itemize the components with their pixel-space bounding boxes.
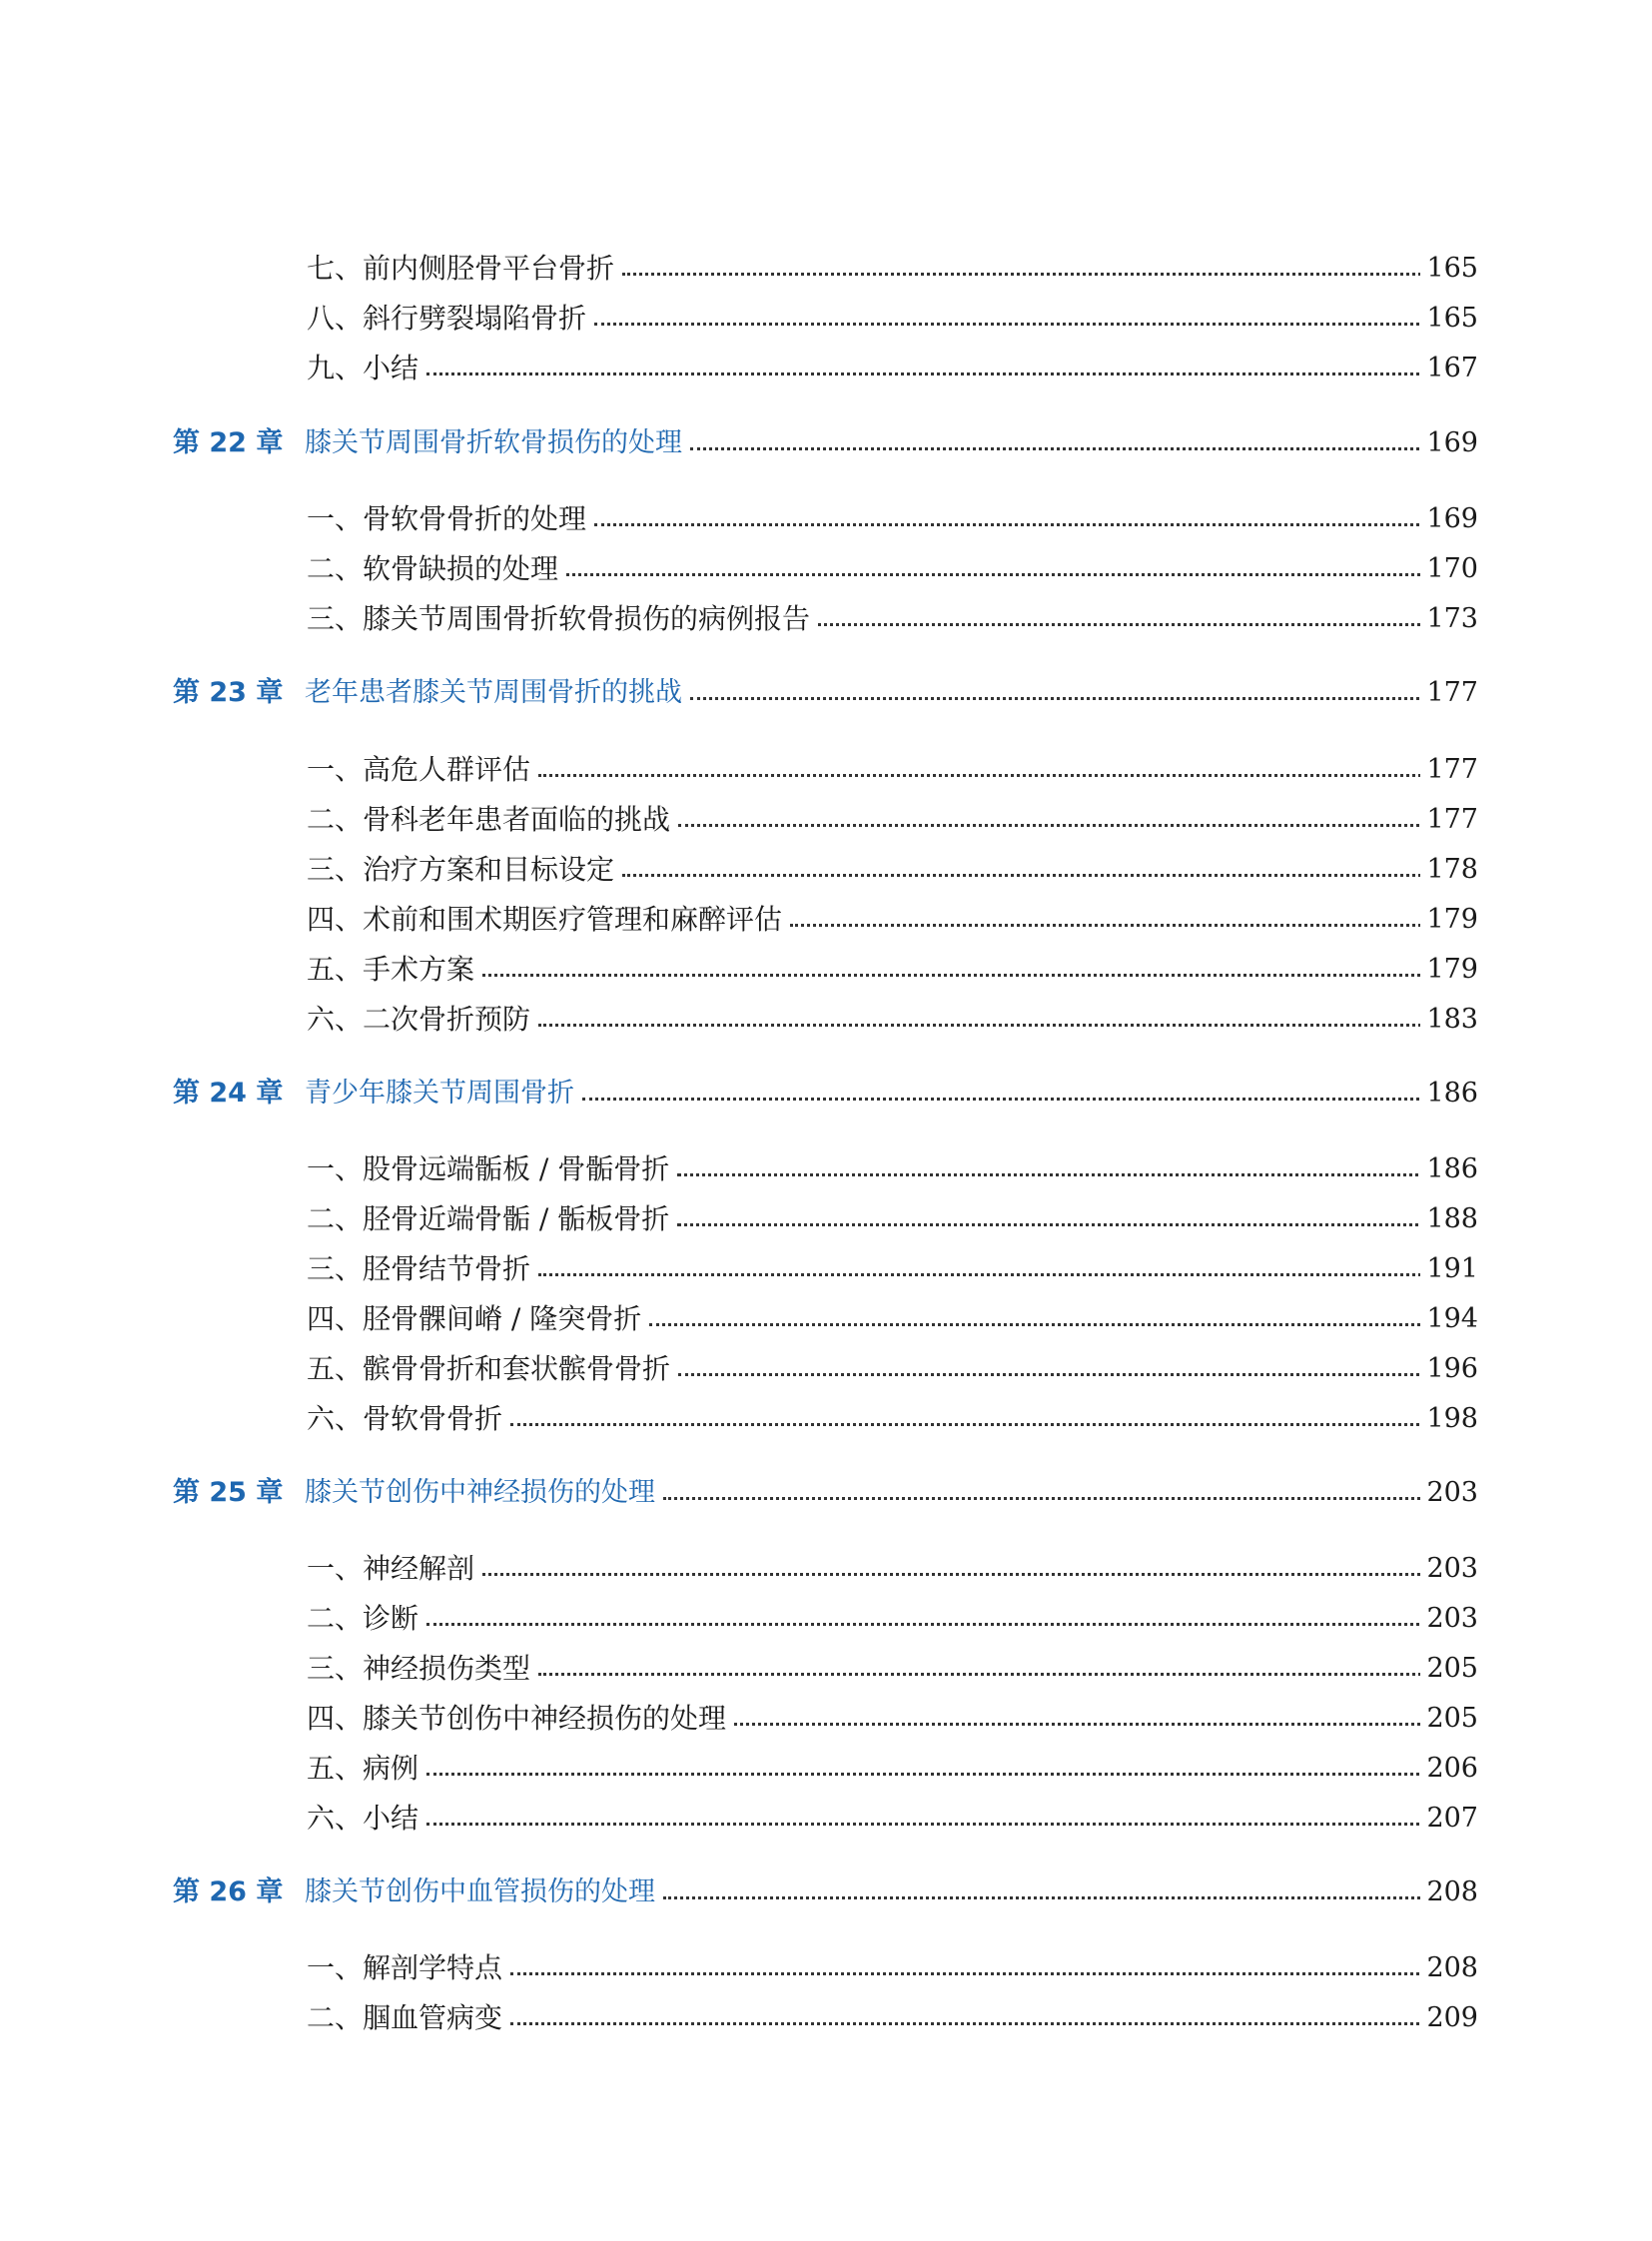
toc-chapter-entry[interactable] xyxy=(0,1870,1652,1914)
page-number: 194 xyxy=(1420,1297,1478,1341)
chapter-number: 第 25 章 xyxy=(173,1477,284,1508)
section-title: 一、解剖学特点 xyxy=(307,1946,510,1990)
page-number: 178 xyxy=(1420,848,1478,892)
section-title: 四、术前和围术期医疗管理和麻醉评估 xyxy=(307,898,790,942)
section-title: 三、胫骨结节骨折 xyxy=(307,1247,538,1291)
section-title: 四、膝关节创伤中神经损伤的处理 xyxy=(307,1697,734,1741)
dot-leader xyxy=(677,1223,1432,1226)
page-number: 169 xyxy=(1420,497,1478,541)
page-number: 196 xyxy=(1420,1347,1478,1391)
section-title: 五、手术方案 xyxy=(307,948,482,992)
toc-section-entry[interactable] xyxy=(0,1597,1652,1641)
page-number: 179 xyxy=(1420,898,1478,942)
section-title: 六、小结 xyxy=(307,1797,426,1841)
dot-leader xyxy=(818,623,1432,626)
toc-chapter-entry[interactable] xyxy=(0,1072,1652,1116)
dot-leader xyxy=(566,573,1432,576)
section-title: 四、胫骨髁间嵴 / 隆突骨折 xyxy=(307,1297,649,1341)
dot-leader xyxy=(538,774,1432,777)
page-number: 169 xyxy=(1420,421,1478,465)
toc-section-entry[interactable] xyxy=(0,297,1652,341)
page-number: 173 xyxy=(1420,597,1478,641)
chapter-number: 第 24 章 xyxy=(173,1078,284,1109)
dot-leader xyxy=(663,1896,1432,1899)
section-title: 一、股骨远端骺板 / 骨骺骨折 xyxy=(307,1147,677,1191)
page-number: 177 xyxy=(1420,671,1478,715)
toc-section-entry[interactable] xyxy=(0,547,1652,591)
page-number: 206 xyxy=(1420,1747,1478,1791)
toc-chapter-entry[interactable] xyxy=(0,421,1652,465)
dot-leader xyxy=(677,1173,1432,1176)
toc-section-entry[interactable] xyxy=(0,898,1652,942)
toc-section-entry[interactable] xyxy=(0,1297,1652,1341)
toc-section-entry[interactable] xyxy=(0,1647,1652,1691)
toc-section-entry[interactable] xyxy=(0,1697,1652,1741)
section-title: 五、病例 xyxy=(307,1747,426,1791)
dot-leader xyxy=(426,1773,1432,1776)
dot-leader xyxy=(690,697,1432,700)
page-number: 208 xyxy=(1420,1946,1478,1990)
toc-chapter-entry[interactable] xyxy=(0,1471,1652,1515)
dot-leader xyxy=(510,1972,1432,1975)
toc-section-entry[interactable] xyxy=(0,798,1652,842)
section-title: 六、骨软骨骨折 xyxy=(307,1397,510,1441)
page-number: 191 xyxy=(1420,1247,1478,1291)
toc-chapter-entry[interactable] xyxy=(0,671,1652,715)
page-number: 179 xyxy=(1420,948,1478,992)
dot-leader xyxy=(582,1098,1432,1101)
dot-leader xyxy=(622,874,1432,877)
toc-section-entry[interactable] xyxy=(0,1197,1652,1241)
page-number: 165 xyxy=(1420,297,1478,341)
dot-leader xyxy=(510,2022,1432,2025)
toc-section-entry[interactable] xyxy=(0,597,1652,641)
chapter-title: 老年患者膝关节周围骨折的挑战 xyxy=(305,671,690,715)
page-number: 188 xyxy=(1420,1197,1478,1241)
toc-section-entry[interactable] xyxy=(0,247,1652,291)
page-number: 205 xyxy=(1420,1697,1478,1741)
toc-section-entry[interactable] xyxy=(0,998,1652,1042)
dot-leader xyxy=(790,924,1432,927)
dot-leader xyxy=(426,373,1432,375)
page-number: 198 xyxy=(1420,1397,1478,1441)
page-number: 209 xyxy=(1420,1996,1478,2040)
dot-leader xyxy=(649,1323,1432,1326)
chapter-title: 膝关节创伤中血管损伤的处理 xyxy=(305,1870,663,1914)
section-title: 一、高危人群评估 xyxy=(307,748,538,792)
page-number: 203 xyxy=(1420,1547,1478,1591)
section-title: 七、前内侧胫骨平台骨折 xyxy=(307,247,622,291)
page-number: 183 xyxy=(1420,998,1478,1042)
toc-section-entry[interactable] xyxy=(0,347,1652,390)
toc-section-entry[interactable] xyxy=(0,1547,1652,1591)
page-number: 165 xyxy=(1420,247,1478,291)
toc-section-entry[interactable] xyxy=(0,497,1652,541)
toc-section-entry[interactable] xyxy=(0,948,1652,992)
section-title: 二、诊断 xyxy=(307,1597,426,1641)
dot-leader xyxy=(622,273,1432,276)
dot-leader xyxy=(510,1423,1432,1426)
section-title: 一、骨软骨骨折的处理 xyxy=(307,497,594,541)
chapter-title: 膝关节创伤中神经损伤的处理 xyxy=(305,1471,663,1515)
dot-leader xyxy=(678,824,1432,827)
section-title: 二、胫骨近端骨骺 / 骺板骨折 xyxy=(307,1197,677,1241)
section-title: 三、神经损伤类型 xyxy=(307,1647,538,1691)
dot-leader xyxy=(482,974,1432,977)
chapter-number: 第 26 章 xyxy=(173,1876,284,1907)
section-title: 二、软骨缺损的处理 xyxy=(307,547,566,591)
chapter-title: 青少年膝关节周围骨折 xyxy=(305,1072,582,1116)
dot-leader xyxy=(594,523,1432,526)
page-number: 203 xyxy=(1420,1597,1478,1641)
toc-section-entry[interactable] xyxy=(0,1147,1652,1191)
dot-leader xyxy=(678,1373,1432,1376)
section-title: 九、小结 xyxy=(307,347,426,390)
section-title: 二、腘血管病变 xyxy=(307,1996,510,2040)
page-number: 167 xyxy=(1420,347,1478,390)
page-number: 177 xyxy=(1420,748,1478,792)
toc-section-entry[interactable] xyxy=(0,848,1652,892)
section-title: 三、治疗方案和目标设定 xyxy=(307,848,622,892)
dot-leader xyxy=(594,323,1432,326)
page-number: 186 xyxy=(1420,1147,1478,1191)
page-number: 177 xyxy=(1420,798,1478,842)
section-title: 八、斜行劈裂塌陷骨折 xyxy=(307,297,594,341)
section-title: 五、髌骨骨折和套状髌骨骨折 xyxy=(307,1347,678,1391)
chapter-number: 第 23 章 xyxy=(173,677,284,708)
dot-leader xyxy=(538,1673,1432,1676)
page-number: 186 xyxy=(1420,1072,1478,1116)
dot-leader xyxy=(426,1623,1432,1626)
dot-leader xyxy=(734,1723,1432,1726)
dot-leader xyxy=(426,1823,1432,1826)
section-title: 六、二次骨折预防 xyxy=(307,998,538,1042)
dot-leader xyxy=(538,1024,1432,1027)
page-number: 208 xyxy=(1420,1870,1478,1914)
toc-section-entry[interactable] xyxy=(0,748,1652,792)
section-title: 二、骨科老年患者面临的挑战 xyxy=(307,798,678,842)
toc-section-entry[interactable] xyxy=(0,1996,1652,2040)
toc-section-entry[interactable] xyxy=(0,1397,1652,1441)
dot-leader xyxy=(482,1573,1432,1576)
toc-section-entry[interactable] xyxy=(0,1347,1652,1391)
toc-section-entry[interactable] xyxy=(0,1946,1652,1990)
dot-leader xyxy=(690,447,1432,450)
page-number: 203 xyxy=(1420,1471,1478,1515)
section-title: 三、膝关节周围骨折软骨损伤的病例报告 xyxy=(307,597,818,641)
section-title: 一、神经解剖 xyxy=(307,1547,482,1591)
page-number: 170 xyxy=(1420,547,1478,591)
page-number: 207 xyxy=(1420,1797,1478,1841)
dot-leader xyxy=(663,1497,1432,1500)
page-number: 205 xyxy=(1420,1647,1478,1691)
chapter-number: 第 22 章 xyxy=(173,427,284,458)
toc-section-entry[interactable] xyxy=(0,1247,1652,1291)
dot-leader xyxy=(538,1273,1432,1276)
toc-section-entry[interactable] xyxy=(0,1747,1652,1791)
chapter-title: 膝关节周围骨折软骨损伤的处理 xyxy=(305,421,690,465)
toc-section-entry[interactable] xyxy=(0,1797,1652,1841)
